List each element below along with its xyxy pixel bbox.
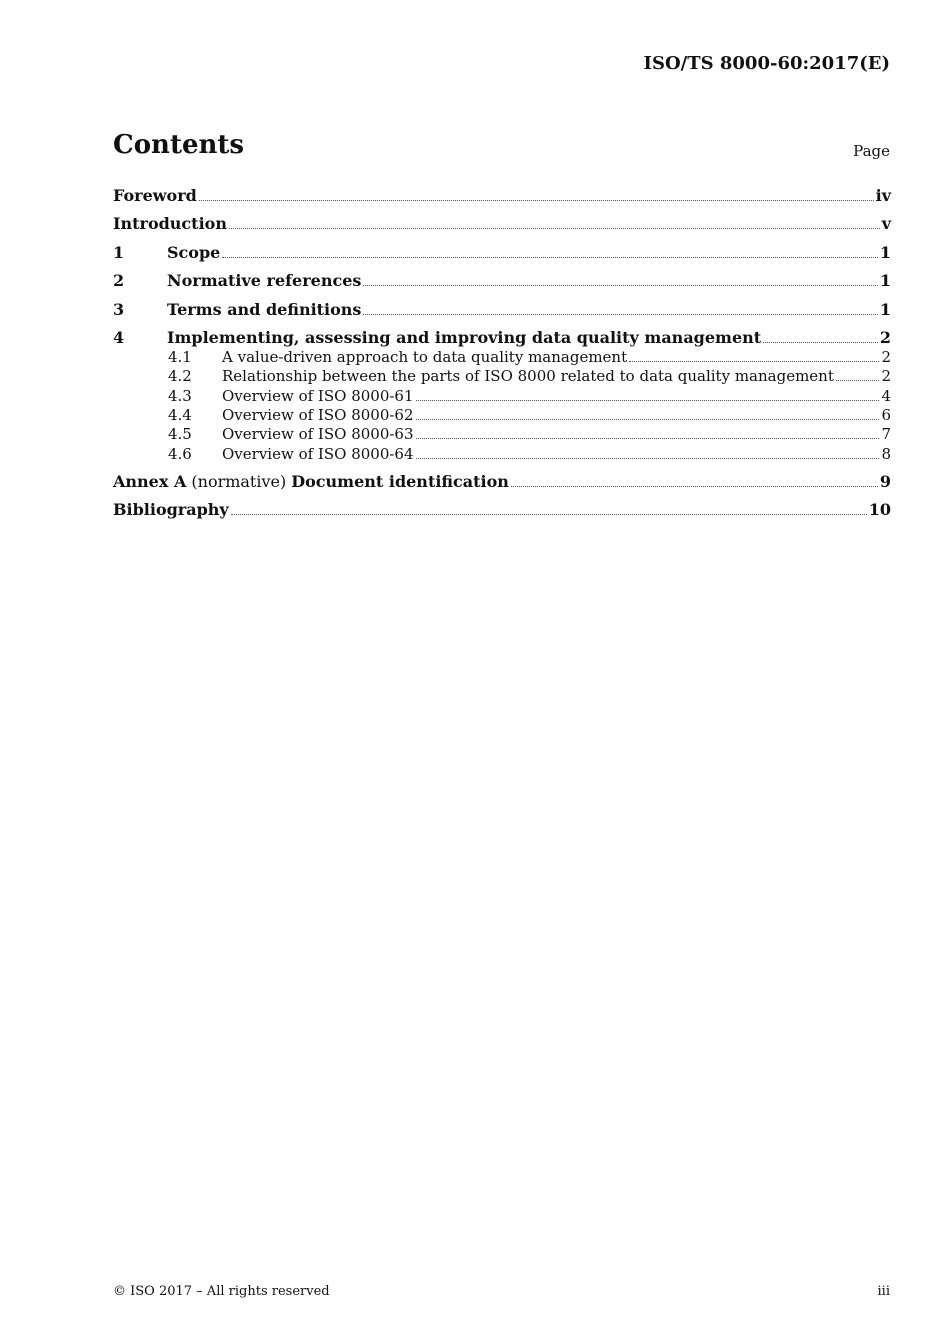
toc-entry-4-4[interactable] [113, 405, 891, 425]
toc-entry-page: 10 [868, 500, 891, 519]
toc-entry-title: Introduction [113, 214, 227, 233]
toc-entry-title: Document identification [291, 472, 509, 491]
toc-entry-annex-a[interactable] [113, 472, 891, 492]
toc-leader [836, 379, 880, 381]
toc-entry-page: iv [875, 186, 891, 205]
toc-entry-number: 4.1 [168, 348, 192, 366]
toc-entry-4-6[interactable] [113, 444, 891, 464]
toc-entry-number: 4 [113, 328, 125, 347]
toc-entry-annex-label: Annex A [113, 472, 187, 491]
toc-entry-introduction[interactable] [113, 214, 891, 234]
toc-entry-page: 1 [879, 271, 891, 290]
toc-entry-number: 4.5 [168, 425, 192, 443]
toc-entry-page: 4 [881, 387, 891, 405]
toc-entry-number: 4.4 [168, 406, 192, 424]
toc-entry-4-2[interactable] [113, 366, 891, 386]
toc-entry-number: 4.6 [168, 445, 192, 463]
toc-entry-title: Foreword [113, 186, 197, 205]
toc-leader [416, 399, 880, 401]
toc-entry-number: 1 [113, 243, 125, 262]
toc-leader [363, 284, 877, 286]
toc-entry-terms-and-definitions[interactable] [113, 300, 891, 320]
toc-entry-number: 2 [113, 271, 125, 290]
toc-entry-title: Scope [167, 243, 221, 262]
toc-entry-foreword[interactable] [113, 186, 891, 206]
toc-entry-scope[interactable] [113, 243, 891, 263]
toc-leader [511, 485, 878, 487]
toc-leader [416, 457, 880, 459]
toc-entry-page: 1 [879, 300, 891, 319]
document-id: ISO/TS 8000-60:2017(E) [643, 53, 890, 74]
toc-entry-4-5[interactable] [113, 424, 891, 444]
toc-entry-page: 1 [879, 243, 891, 262]
toc-leader [363, 313, 877, 315]
page-column-label: Page [853, 142, 890, 160]
toc-entry-annex-type: (normative) [191, 472, 287, 491]
page-number: iii [877, 1284, 890, 1299]
toc-entry-number: 3 [113, 300, 125, 319]
toc-leader [229, 227, 880, 229]
toc-entry-page: 8 [881, 445, 891, 463]
toc-entry-title: Overview of ISO 8000-61 [222, 387, 414, 405]
toc-entry-title: Overview of ISO 8000-62 [222, 406, 414, 424]
copyright-notice: © ISO 2017 – All rights reserved [113, 1284, 330, 1299]
toc-entry-title: A value-driven approach to data quality management [222, 348, 628, 366]
toc-entry-page: 9 [879, 472, 891, 491]
contents-title: Contents [113, 130, 245, 160]
toc-entry-4-1[interactable] [113, 347, 891, 367]
toc-leader [199, 199, 874, 201]
toc-entry-page: v [881, 214, 891, 233]
toc-entry-title: Implementing, assessing and improving data quality management [167, 328, 762, 347]
toc-leader [416, 418, 880, 420]
toc-entry-normative-references[interactable] [113, 271, 891, 291]
toc-entry-title: Terms and definitions [167, 300, 362, 319]
toc-leader [763, 341, 878, 343]
toc-entry-page: 7 [881, 425, 891, 443]
toc-entry-page: 2 [881, 348, 891, 366]
toc-entry-title: Relationship between the parts of ISO 8000 related to data quality management [222, 367, 834, 385]
toc-entry-title: Overview of ISO 8000-64 [222, 445, 414, 463]
toc-entry-number: 4.3 [168, 387, 192, 405]
toc-entry-bibliography[interactable] [113, 500, 891, 520]
toc-entry-page: 2 [881, 367, 891, 385]
toc-entry-section-4[interactable] [113, 328, 891, 348]
toc-entry-page: 6 [881, 406, 891, 424]
toc-leader [629, 360, 879, 362]
toc-entry-4-3[interactable] [113, 386, 891, 406]
toc-entry-title: Normative references [167, 271, 362, 290]
toc-entry-title: Overview of ISO 8000-63 [222, 425, 414, 443]
toc-entry-number: 4.2 [168, 367, 192, 385]
toc-leader [416, 437, 880, 439]
toc-entry-title: Bibliography [113, 500, 229, 519]
toc-leader [231, 513, 867, 515]
toc-entry-page: 2 [879, 328, 891, 347]
toc-leader [222, 256, 878, 258]
